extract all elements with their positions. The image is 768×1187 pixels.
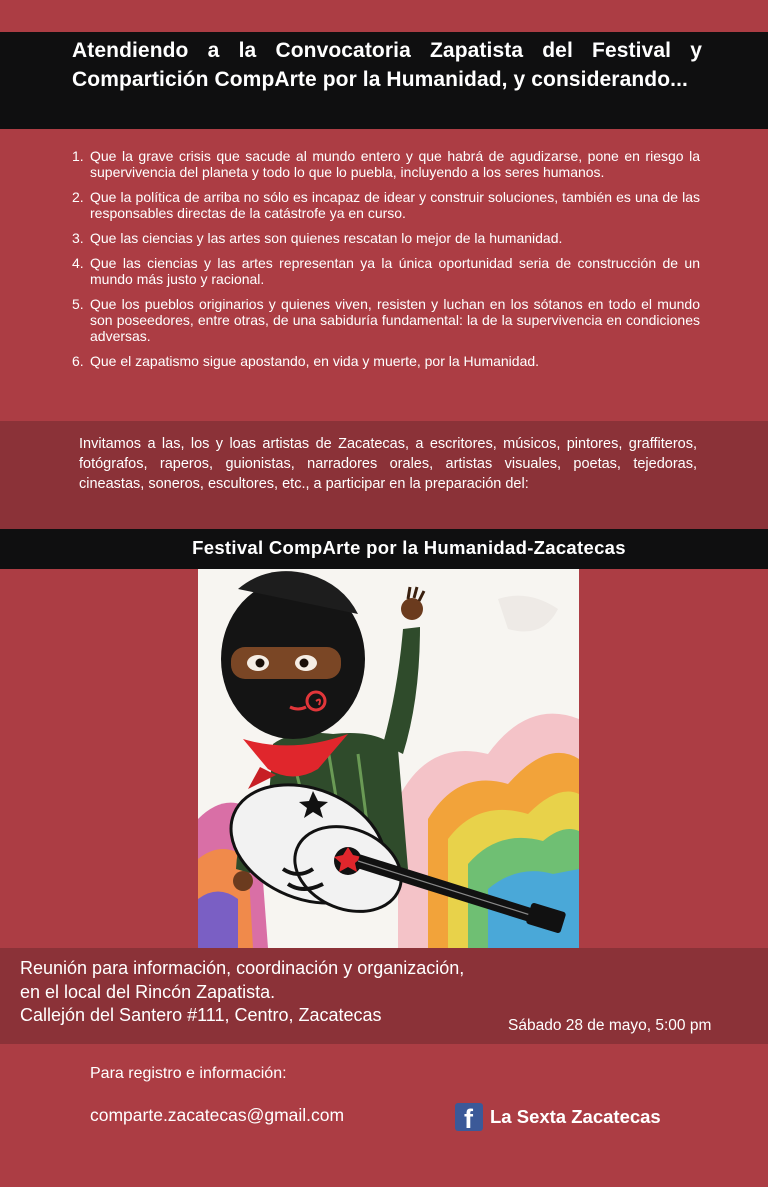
list-item-number: 2.	[72, 189, 84, 205]
meeting-address: Callejón del Santero #111, Centro, Zacatecas	[20, 1005, 382, 1025]
list-item-text: Que las ciencias y las artes son quienes rescatan lo mejor de la humanidad.	[90, 230, 563, 246]
illustration-svg	[198, 569, 579, 948]
list-item	[72, 148, 700, 180]
facebook-icon[interactable]: f	[455, 1103, 483, 1131]
list-item-text: Que la grave crisis que sacude al mundo entero y que habrá de agudizarse, pone en riesgo la supervivencia del planeta y todo lo que lo puebla, incluyendo a los seres humanos.	[90, 148, 700, 180]
list-item-text: Que las ciencias y las artes representan ya la única oportunidad seria de construcción de un mundo más justo y racional.	[90, 255, 700, 287]
meeting-venue: en el local del Rincón Zapatista.	[20, 982, 276, 1002]
list-item-number: 1.	[72, 148, 84, 164]
list-item-text: Que el zapatismo sigue apostando, en vida y muerte, por la Humanidad.	[90, 353, 540, 369]
considerations-list	[72, 148, 700, 378]
page-title: Atendiendo a la Convocatoria Zapatista del Festival y Compartición CompArte por la Humanidad, y considerando...	[72, 39, 702, 91]
list-item-text: Que los pueblos originarios y quienes viven, resisten y luchan en los sótanos en todo el mundo son poseedores, entre otras, de una sabiduría fundamental: la de la supervivencia en condiciones adversas.	[90, 296, 700, 344]
registration-label: Para registro e información:	[90, 1065, 287, 1082]
festival-title: Festival CompArte por la Humanidad-Zacatecas	[192, 537, 626, 558]
meeting-purpose: Reunión para información, coordinación y organización,	[20, 958, 465, 978]
invitation-text: Invitamos a las, los y loas artistas de Zacatecas, a escritores, músicos, pintores, graffiteros, fotógrafos, raperos, guionistas, narradores orales, artistas visuales, poetas, tejedoras, cineastas, soneros, escultores, etc., a participar en la preparación del:	[79, 436, 697, 492]
list-item-number: 4.	[72, 255, 84, 271]
list-item	[72, 255, 700, 287]
list-item	[72, 353, 700, 369]
list-item	[72, 189, 700, 221]
list-item-number: 6.	[72, 353, 84, 369]
list-item	[72, 230, 700, 246]
facebook-page-name[interactable]: La Sexta Zacatecas	[490, 1106, 661, 1127]
list-item	[72, 296, 700, 344]
list-item-number: 3.	[72, 230, 84, 246]
contact-email[interactable]: comparte.zacatecas@gmail.com	[90, 1105, 345, 1125]
list-item-text: Que la política de arriba no sólo es incapaz de idear y construir soluciones, también es una de las responsables directas de la catástrofe ya en curso.	[90, 189, 700, 221]
meeting-date: Sábado 28 de mayo, 5:00 pm	[508, 1017, 712, 1034]
list-item-number: 5.	[72, 296, 84, 312]
zapatista-guitarist-illustration	[198, 569, 579, 948]
